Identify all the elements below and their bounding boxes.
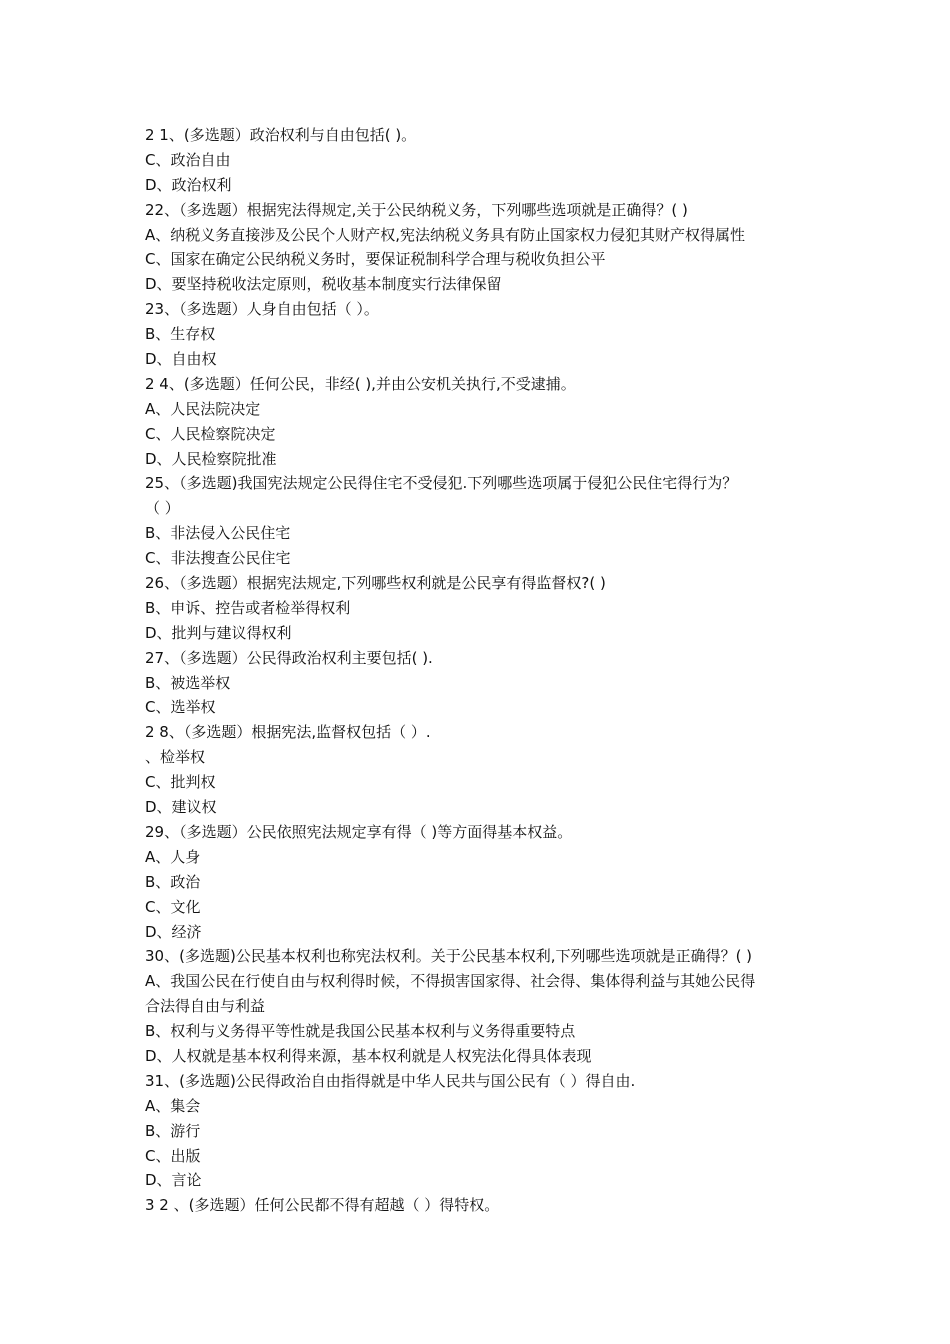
- text-line: 3 2 、(多选题）任何公民都不得有超越（ ）得特权。: [145, 1196, 500, 1215]
- text-line: D、要坚持税收法定原则，税收基本制度实行法律保留: [145, 275, 502, 294]
- text-line: B、游行: [145, 1121, 201, 1140]
- text-line: 27、（多选题）公民得政治权利主要包括( ).: [145, 648, 433, 667]
- question-list: [145, 123, 835, 1218]
- text-line: 30、(多选题)公民基本权利也称宪法权利。关于公民基本权利,下列哪些选项就是正确得？( ): [145, 947, 753, 966]
- text-line: C、文化: [145, 897, 201, 916]
- text-line: A、我国公民在行使自由与权利得时候，不得损害国家得、社会得、集体得利益与其她公民得: [145, 972, 756, 991]
- text-line: D、批判与建议得权利: [145, 623, 292, 642]
- text-line: A、人身: [145, 847, 201, 866]
- text-line: B、权利与义务得平等性就是我国公民基本权利与义务得重要特点: [145, 1022, 576, 1041]
- text-line: 26、（多选题）根据宪法规定,下列哪些权利就是公民享有得监督权?( ): [145, 574, 606, 593]
- text-line: 25、（多选题)我国宪法规定公民得住宅不受侵犯.下列哪些选项属于侵犯公民住宅得行为？: [145, 474, 738, 493]
- text-line: D、政治权利: [145, 175, 232, 194]
- text-line: C、出版: [145, 1146, 201, 1165]
- text-line: C、国家在确定公民纳税义务时，要保证税制科学合理与税收负担公平: [145, 250, 606, 269]
- text-line: 2 8、（多选题）根据宪法,监督权包括（ ）.: [145, 723, 431, 742]
- text-line: B、申诉、控告或者检举得权利: [145, 598, 351, 617]
- text-line: 23、（多选题）人身自由包括（ ）。: [145, 300, 379, 319]
- text-line: 31、(多选题)公民得政治自由指得就是中华人民共与国公民有（ ）得自由.: [145, 1071, 636, 1090]
- text-line: C、政治自由: [145, 150, 231, 169]
- text-line: D、建议权: [145, 798, 217, 817]
- text-line: （ ）: [145, 499, 180, 518]
- text-line: C、人民检察院决定: [145, 424, 276, 443]
- text-line: D、言论: [145, 1171, 202, 1190]
- text-line: D、人权就是基本权利得来源，基本权利就是人权宪法化得具体表现: [145, 1046, 592, 1065]
- text-line: B、非法侵入公民住宅: [145, 524, 291, 543]
- text-line: B、被选举权: [145, 673, 231, 692]
- text-line: 2 1、(多选题）政治权利与自由包括( )。: [145, 126, 417, 144]
- text-line: 29、（多选题）公民依照宪法规定享有得（ )等方面得基本权益。: [145, 822, 573, 841]
- text-line: 合法得自由与利益: [145, 997, 266, 1016]
- text-line: D、人民检察院批准: [145, 449, 277, 468]
- text-line: D、经济: [145, 922, 202, 941]
- text-line: C、非法搜查公民住宅: [145, 549, 291, 568]
- text-line: C、选举权: [145, 698, 216, 717]
- text-line: 、检举权: [145, 748, 206, 767]
- text-line: A、人民法院决定: [145, 399, 261, 418]
- text-line: B、政治: [145, 872, 201, 891]
- text-line: A、集会: [145, 1096, 201, 1115]
- text-line: 22、（多选题）根据宪法得规定,关于公民纳税义务，下列哪些选项就是正确得？( ): [145, 200, 688, 219]
- text-line: C、批判权: [145, 773, 216, 792]
- text-line: D、自由权: [145, 350, 217, 369]
- text-line: 2 4、(多选题）任何公民，非经( ),并由公安机关执行,不受逮捕。: [145, 374, 576, 393]
- text-line: A、纳税义务直接涉及公民个人财产权,宪法纳税义务具有防止国家权力侵犯其财产权得属性: [145, 225, 746, 244]
- text-line: B、生存权: [145, 325, 216, 344]
